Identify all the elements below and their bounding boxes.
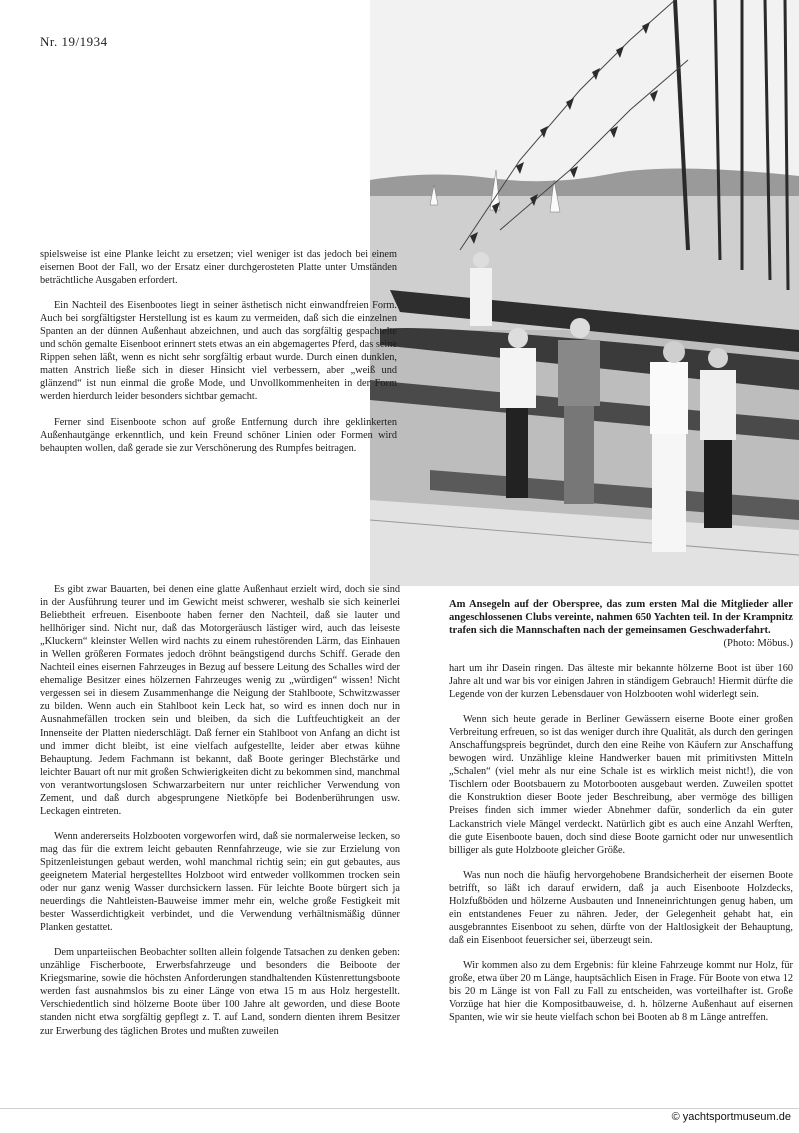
paragraph: Wir kommen also zu dem Ergebnis: für kleine Fahrzeuge kommt nur Holz, für große, etwa über 20 m Länge, hauptsächlich Eisen in Frage. Für Boote von etwa 12 bis 20 m Länge ist von Fall zu Fall zu entscheiden, was vorteilhafter ist. Große Vorzüge hat hier die Kompositbauweise, d. h. hölzerne Außenhaut auf eisernen Spanten, wie wir sie heute vielfach schon bei Booten ab 8 m Länge antreffen. bbox=[449, 959, 793, 1024]
paragraph: Wenn sich heute gerade in Berliner Gewässern eiserne Boote einer großen Verbreitung erfreuen, so ist das weniger durch ihre Qualität, als durch den geringen Anschaffungspreis begründet, durch den eine Reihe von Käufern zur Anschaffung bewogen wird. Unzählige kleine Handwerker bauen mit primitivsten Mitteln „Schalen“ (viel mehr als nur eine Schale ist es wirklich meist nicht!), die von Tischlern oder Bootsbauern zu Motorbooten ausgebaut werden. Zuweilen spottet die Konstruktion dieser Boote jeder Beschreibung, aber vermöge des billigen Preises finden sich immer wieder Abnehmer dafür, sonderlich da ein guter Lackanstrich viele Mängel verdeckt. Natürlich gibt es auch eine Anzahl Werften, die gute Eisenboote bauen, doch sind diese Boote garnicht oder nur unwesentlich billiger als gute Holzboote gleicher Größe. bbox=[449, 714, 793, 856]
paragraph: Dem unparteiischen Beobachter sollten allein folgende Tatsachen zu denken geben: unzählige Fischerboote, Erwerbsfahrzeuge und besonders die Beiboote der Kriegsmarine, sowie die höchsten Anforderungen standhaltenden Küstenrettungsboote werden fast ausnahmslos bis zu einer Länge von etwa 15 m aus Holz hergestellt. Verschiedentlich sind hölzerne Boote über 100 Jahre alt geworden, und diese Boote standen nicht etwa sorgfältig gepflegt z. T. auf Land, sondern dienten ihrem Besitzer zur Erwerbung des täglichen Brotes und mußten zuweilen bbox=[40, 947, 400, 1037]
right-column bbox=[449, 662, 793, 1036]
paragraph: spielsweise ist eine Planke leicht zu ersetzen; viel weniger ist das jedoch bei einem eisernen Boot der Fall, wo der Ersatz einer durchgerosteten Platte unter Umständen beträchtliche Ausgaben erfordert. bbox=[40, 249, 397, 287]
paragraph: hart um ihr Dasein ringen. Das älteste mir bekannte hölzerne Boot ist über 160 Jahre alt und war bis vor einigen Jahren in ständigem Gebrauch! Hiermit dürfte die Legende von der kurzen Lebensdauer von Holzbooten wohl widerlegt sein. bbox=[449, 663, 793, 701]
page-number: Nr. 19/1934 bbox=[40, 34, 108, 49]
regatta-photo-icon bbox=[370, 0, 799, 586]
regatta-photo bbox=[370, 0, 799, 586]
footer-divider bbox=[0, 1108, 799, 1109]
paragraph: Wenn andererseits Holzbooten vorgeworfen wird, daß sie normalerweise lecken, so mag das für die extrem leicht gebauten Rennfahrzeuge, wie sie zur Erzielung von Spitzenleistungen gebaut werden, wohl manchmal richtig sein; ein gut gebautes, aus geeignetem Material hergestelltes Holzboot wird entweder vollkommen trocken sein oder nur ganz wenig Wasser durchsickern lassen. Für leichte Boote bürgert sich ja neuerdings die Nahtleisten-Bauweise immer mehr ein, welche große Festigkeit mit bester Wasserdichtigkeit verbindet, und die Verwendung verhältnismäßig dünner Planken gestattet. bbox=[40, 830, 400, 934]
photo-credit: (Photo: Möbus.) bbox=[723, 638, 793, 649]
paragraph: Ferner sind Eisenboote schon auf große Entfernung durch ihre geklinkerten Außenhautgänge erkenntlich, und kein Freund schöner Linien oder Formen wird behaupten wollen, daß gerade sie zur Verschönerung des Rumpfes beitragen. bbox=[40, 416, 397, 454]
left-column-top bbox=[40, 248, 397, 467]
photo-caption bbox=[449, 598, 793, 650]
watermark: © yachtsportmuseum.de bbox=[671, 1111, 791, 1123]
caption-text: Am Ansegeln auf der Oberspree, das zum ersten Mal die Mitglieder aller angeschlossenen Clubs vereinte, nahmen 650 Yachten teil. In der Krampnitz trafen sich die Mannschaften nach der gemeinsamen Geschwaderfahrt. bbox=[449, 599, 793, 636]
paragraph: Es gibt zwar Bauarten, bei denen eine glatte Außenhaut erzielt wird, doch sie sind in der Ausführung teurer und im Gewicht meist schwerer, weshalb sie sich keinerlei Beliebtheit erfreuen. Eisenboote haben ferner den Nachteil, daß sie lauter und hellhöriger sind. Nicht nur, daß das Motorgeräusch lästiger wird, auch das leiseste „Kluckern“ kleinster Wellen wird nachts zu einem ruhestörenden Lärm, das Einhauen in Wellen größeren Formates jedoch dröhnt beängstigend durchs Schiff. Gerade den Nachteil eines eisernen Fahrzeuges in Bezug auf bessere Leitung des Schalles wird der ehemalige Besitzer eines hölzernen Fahrzeuges wenig zu „würdigen“ wissen! Nicht vergessen sei in diesem Zusammenhange die Neigung der Stahlboote, Schwitzwasser zu bilden. Wenn auch ein Stahlboot kein Leck hat, so wird es innen doch nur in Ausnahmefällen trocken sein und bleiben, da sich die Luftfeuchtigkeit an der Innenseite der Platten niederschlägt. Daß ferner ein Stahlboot von Anfang an dicht ist und immer dicht bleibt, ist eine vielfach aufgestellte, leider aber etwas kühne Behauptung. Jedem Fachmann ist bekannt, daß Boote geringer Blechstärke und leichter Bauart oft nur mit großen Schwierigkeiten dicht zu bekommen sind, manchmal von verantwortungslosen Schwarzarbeitern nur unter reichlicher Verwendung von Zement, und daß durch abgesprungene Nietköpfe bei Bodenberührungen usw. Leckagen eintreten. bbox=[40, 584, 400, 817]
paragraph: Ein Nachteil des Eisenbootes liegt in seiner ästhetisch nicht einwandfreien Form. Auch bei sorgfältigster Herstellung ist es kaum zu vermeiden, daß sich die einzelnen Spanten an der dünnen Außenhaut abzeichnen, und auch das sorgfältig gespachtelte und schön gemalte Eisenboot erinnert stets etwas an ein abgemagertes Pferd, das seine Rippen sehen läßt, wenn es nicht sehr sorgfältig erbaut wurde. Durch einen dunklen, matten Anstrich ließe sich in dieser Hinsicht viel verbessern, aber „weiß und glänzend“ ist nun einmal die große Mode, und Unvollkommenheiten in der Form werden hierdurch leider besonders sichtbar gemacht. bbox=[40, 300, 397, 403]
paragraph: Was nun noch die häufig hervorgehobene Brandsicherheit der eisernen Boote betrifft, so läßt ich darauf erwidern, daß ja auch Eisenboote Holzdecks, Holzfußböden und hölzerne Ausbauten und Inneneinrichtungen genug haben, um ein entstandenes Feuer zu nähren. Jeder, der Gelegenheit gehabt hat, ein ausgebranntes Eisenboot zu sehen, dürfte von der Haltlosigkeit der Behauptung, daß ein Eisenboot feuersicher sei, überzeugt sein. bbox=[449, 869, 793, 946]
left-column-bottom bbox=[40, 583, 400, 1050]
